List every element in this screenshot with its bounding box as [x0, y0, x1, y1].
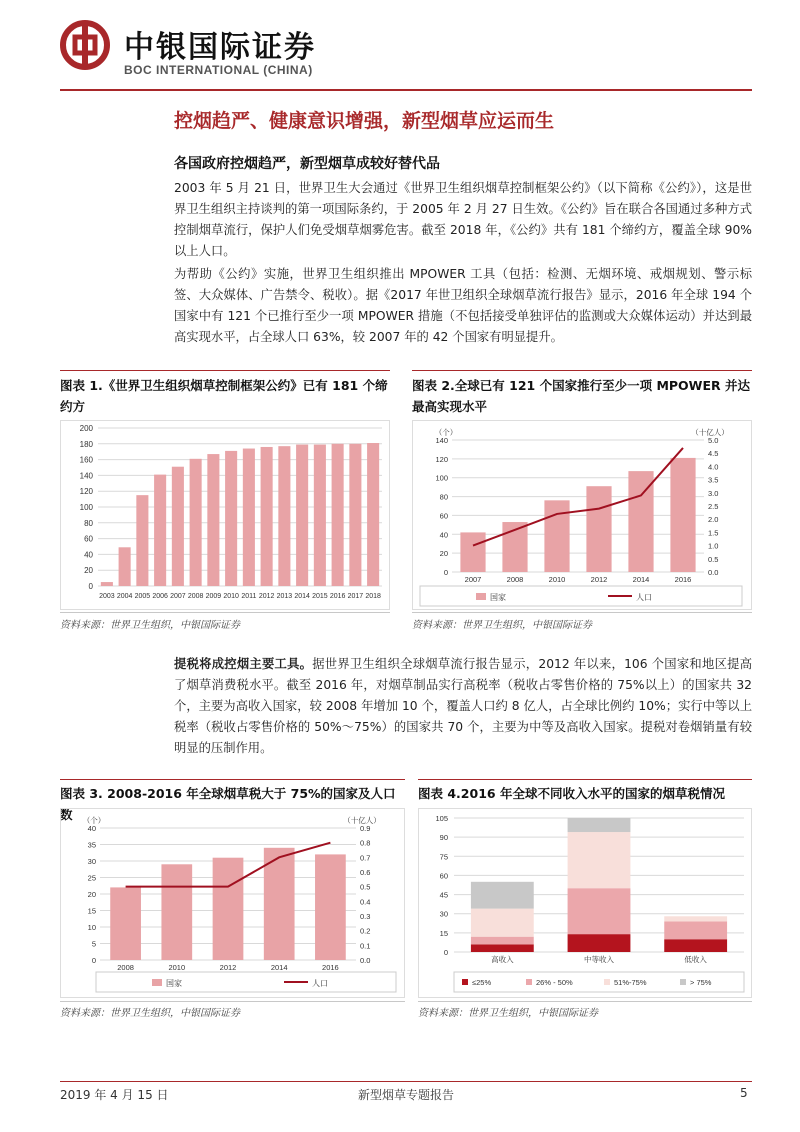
legend-swatch-bar [476, 593, 486, 600]
bar [119, 547, 131, 586]
left-axis-unit: （个） [434, 428, 458, 437]
bar [261, 447, 273, 586]
stacked-bar-segment [664, 916, 727, 921]
y-right-tick-label: 2.5 [708, 502, 719, 511]
figure-4-source: 资料来源：世界卫生组织，中银国际证券 [418, 1008, 598, 1019]
y-left-tick-label: 40 [87, 824, 96, 833]
x-tick-label: 2014 [632, 575, 650, 584]
bar [225, 451, 237, 586]
y-tick-label: 80 [84, 518, 93, 528]
paragraph-1: 2003 年 5 月 21 日，世界卫生大会通过《世界卫生组织烟草控制框架公约》（以下简称《公约》），这是世界卫生组织主持谈判的第一项国际条约，于 2005 年 2 月 27 日生效。《公约》旨在联合各国通过多种方式控制烟草流行，保护人们免受烟草烟雾危害。截至 2018 年，《公约》共有 181 个缔约方，覆盖全球 90%以上人口。 [174, 181, 752, 258]
paragraph-3-body: 据世界卫生组织全球烟草流行报告显示，2012 年以来，106 个国家和地区提高了烟草消费税水平。截至 2016 年，对烟草制品实行高税率（税收占零售价格的 75%以上）的国家共 32 个，主要为高收入国家，较 2008 年增加 10 个，覆盖人口约 8 亿人，占全球比例约 10%；实行中等以上税率（税收占零售价格的 50%～75%）的国家共 70 个，主要为中等及高收入国家。提税对卷烟销量有较明显的压制作用。 [174, 657, 752, 755]
bar [460, 532, 485, 572]
x-tick-label: 2005 [134, 593, 151, 600]
y-left-tick-label: 0 [91, 956, 96, 965]
y-left-tick-label: 25 [87, 873, 96, 883]
y-tick-label: 90 [439, 833, 448, 843]
bar [110, 887, 141, 960]
y-right-tick-label: 0.0 [360, 956, 371, 965]
fig2-top-rule [412, 370, 752, 371]
footer-page-number: 5 [740, 1086, 748, 1100]
stacked-bar-segment [664, 939, 727, 952]
x-tick-label: 2012 [590, 575, 608, 584]
y-left-tick-label: 140 [435, 436, 448, 445]
bar [190, 459, 202, 586]
y-left-tick-label: 20 [87, 890, 96, 899]
bar [243, 449, 255, 586]
y-right-tick-label: 5.0 [708, 436, 719, 445]
legend-swatch [526, 979, 532, 985]
y-right-tick-label: 0.1 [360, 941, 371, 951]
y-tick-label: 120 [79, 487, 93, 497]
y-tick-label: 45 [439, 890, 448, 900]
x-tick-label: 2009 [205, 593, 222, 600]
bar [136, 495, 148, 586]
fig1-top-rule [60, 370, 390, 371]
stacked-bar-segment [471, 944, 534, 952]
y-right-tick-label: 0.2 [360, 926, 371, 936]
figure-4-chart [418, 808, 752, 998]
section-title: 控烟趋严、健康意识增强，新型烟草应运而生 [174, 110, 555, 132]
y-right-tick-label: 0.7 [360, 853, 371, 863]
left-axis-unit: （个） [82, 816, 106, 825]
header-rule [60, 89, 752, 91]
x-tick-label: 2008 [187, 593, 204, 600]
y-tick-label: 0 [443, 948, 448, 957]
legend-swatch [462, 979, 468, 985]
y-tick-label: 200 [79, 424, 93, 433]
x-tick-label: 中等收入 [584, 955, 614, 964]
figure-2-chart [412, 420, 752, 610]
x-tick-label: 2014 [270, 963, 288, 972]
figure-3-chart [60, 808, 405, 998]
y-right-tick-label: 1.0 [708, 541, 719, 551]
y-tick-label: 0 [88, 582, 93, 591]
legend-swatch [680, 979, 686, 985]
legend-box [420, 586, 742, 606]
y-tick-label: 180 [79, 439, 93, 449]
y-tick-label: 60 [84, 534, 93, 544]
y-left-tick-label: 100 [435, 473, 448, 483]
bar [161, 864, 192, 960]
subsection-title: 各国政府控烟趋严，新型烟草成较好替代品 [174, 156, 440, 172]
x-tick-label: 2010 [168, 963, 186, 972]
y-tick-label: 160 [79, 455, 93, 465]
figure-4-title: 图表 4.2016 年全球不同收入水平的国家的烟草税情况 [418, 786, 725, 801]
y-right-tick-label: 0.5 [708, 554, 719, 564]
x-tick-label: 2015 [312, 593, 328, 600]
legend-swatch-bar [152, 979, 162, 986]
y-left-tick-label: 5 [91, 939, 96, 949]
x-tick-label: 2008 [117, 963, 134, 972]
y-tick-label: 140 [79, 471, 93, 481]
y-right-tick-label: 0.0 [708, 568, 719, 577]
x-tick-label: 2017 [347, 593, 364, 600]
stacked-bar-segment [568, 934, 631, 952]
x-tick-label: 2010 [548, 575, 566, 584]
stacked-bar-segment [568, 818, 631, 832]
x-tick-label: 2016 [674, 575, 692, 584]
right-axis-unit: （十亿人） [691, 428, 729, 437]
bar [172, 467, 184, 586]
bar [213, 858, 244, 960]
x-tick-label: 2013 [276, 593, 293, 600]
y-right-tick-label: 0.6 [360, 868, 371, 877]
x-tick-label: 2012 [219, 963, 237, 972]
figure-3-source: 资料来源：世界卫生组织，中银国际证券 [60, 1008, 240, 1019]
y-tick-label: 40 [84, 550, 93, 560]
stacked-bar-segment [568, 888, 631, 934]
y-right-tick-label: 1.5 [708, 528, 719, 538]
footer-rule [60, 1081, 752, 1082]
bar [296, 445, 308, 586]
figure-1-title: 图表 1.《世界卫生组织烟草控制框架公约》已有 181 个缔约方 [60, 378, 388, 414]
y-right-tick-label: 4.0 [708, 462, 719, 472]
y-tick-label: 100 [79, 503, 93, 512]
y-left-tick-label: 35 [87, 840, 96, 850]
y-right-tick-label: 4.5 [708, 449, 719, 459]
y-tick-label: 105 [435, 814, 448, 823]
footer-date: 2019 年 4 月 15 日 [60, 1088, 169, 1102]
figure-1-chart [60, 420, 390, 610]
y-left-tick-label: 120 [435, 454, 448, 464]
legend-label-line: 人口 [312, 979, 328, 988]
paragraph-3 [174, 654, 752, 759]
x-tick-label: 低收入 [684, 955, 707, 964]
x-tick-label: 2008 [506, 575, 524, 584]
x-tick-label: 2007 [464, 575, 482, 584]
x-tick-label: 2006 [152, 593, 168, 600]
stacked-bar-segment [568, 832, 631, 888]
x-tick-label: 2014 [294, 593, 310, 600]
y-right-tick-label: 0.8 [360, 838, 371, 848]
x-tick-label: 2018 [365, 593, 381, 600]
legend-box [96, 972, 396, 992]
y-right-tick-label: 3.0 [708, 488, 719, 498]
x-tick-label: 2003 [99, 593, 115, 600]
right-axis-unit: （十亿人） [343, 816, 381, 825]
bar [670, 458, 695, 572]
figure-2-title: 图表 2.全球已有 121 个国家推行至少一项 MPOWER 并达最高实现水平 [412, 378, 750, 414]
fig2-bottom-rule [412, 612, 752, 613]
bar [332, 444, 344, 586]
y-tick-label: 30 [439, 909, 448, 919]
company-name-cn: 中银国际证券 [124, 30, 316, 65]
fig3-top-rule [60, 779, 405, 780]
bar [349, 444, 361, 586]
y-tick-label: 60 [439, 871, 448, 881]
footer-report-name: 新型烟草专题报告 [358, 1088, 455, 1102]
company-name-en: BOC INTERNATIONAL (CHINA) [124, 63, 313, 77]
bar [278, 446, 290, 586]
fig1-bottom-rule [60, 612, 390, 613]
y-left-tick-label: 30 [87, 857, 96, 866]
bar [544, 500, 569, 572]
y-right-tick-label: 0.9 [360, 824, 371, 833]
y-tick-label: 20 [84, 566, 93, 576]
legend-label: 51%-75% [614, 978, 647, 987]
y-tick-label: 15 [439, 928, 448, 938]
y-left-tick-label: 15 [87, 906, 96, 916]
x-tick-label: 高收入 [491, 955, 514, 964]
stacked-bar-segment [664, 921, 727, 939]
bar [367, 443, 379, 586]
x-tick-label: 2012 [258, 593, 275, 600]
x-tick-label: 2007 [170, 593, 186, 600]
bar [207, 454, 219, 586]
bar [154, 475, 166, 586]
x-tick-label: 2016 [322, 963, 339, 972]
stacked-bar-segment [471, 937, 534, 945]
legend-label: > 75% [690, 978, 712, 987]
figure-3-title: 图表 3. 2008-2016 年全球烟草税大于 75%的国家及人口数 [60, 786, 396, 822]
y-right-tick-label: 0.5 [360, 882, 371, 892]
stacked-bar-segment [471, 909, 534, 937]
x-tick-label: 2016 [329, 593, 346, 600]
legend-label: 26% - 50% [536, 978, 573, 987]
y-left-tick-label: 80 [439, 492, 448, 502]
y-left-tick-label: 40 [439, 530, 448, 540]
y-tick-label: 75 [439, 852, 448, 862]
fig4-top-rule [418, 779, 752, 780]
bar [314, 445, 326, 586]
y-right-tick-label: 3.5 [708, 475, 719, 485]
y-right-tick-label: 0.4 [360, 897, 371, 907]
legend-swatch [604, 979, 610, 985]
y-left-tick-label: 20 [439, 549, 448, 559]
bar [586, 486, 611, 572]
legend-label-bar: 国家 [490, 593, 506, 602]
bar [101, 582, 113, 586]
figure-1-source: 资料来源：世界卫生组织，中银国际证券 [60, 620, 240, 631]
logo-mark-icon [60, 20, 110, 70]
figure-2-source: 资料来源：世界卫生组织，中银国际证券 [412, 620, 592, 631]
y-right-tick-label: 2.0 [708, 515, 719, 525]
paragraph-2: 为帮助《公约》实施，世界卫生组织推出 MPOWER 工具（包括：检测、无烟环境、戒烟规划、警示标签、大众媒体、广告禁令、税收）。据《2017 年世卫组织全球烟草流行报告》显示，2016 年全球 194 个国家中有 121 个已推行至少一项 MPOWER 措施（不包括接受单独评估的监测或大众媒体运动）并达到最高实现水平，占全球人口 63%，较 2007 年的 42 个国家有明显提升。 [174, 267, 752, 344]
paragraph-3-lead: 提税将成控烟主要工具。 [174, 657, 313, 671]
legend-label-bar: 国家 [166, 979, 182, 988]
y-left-tick-label: 0 [443, 568, 448, 577]
y-left-tick-label: 60 [439, 511, 448, 521]
fig4-bottom-rule [418, 1001, 752, 1002]
fig3-bottom-rule [60, 1001, 405, 1002]
stacked-bar-segment [471, 882, 534, 909]
x-tick-label: 2011 [241, 593, 257, 600]
bar [315, 854, 346, 960]
x-tick-label: 2010 [223, 593, 239, 600]
legend-label: ≤25% [472, 978, 492, 987]
legend-label-line: 人口 [636, 593, 652, 602]
y-left-tick-label: 10 [87, 923, 96, 932]
y-right-tick-label: 0.3 [360, 912, 371, 921]
x-tick-label: 2004 [116, 593, 133, 600]
